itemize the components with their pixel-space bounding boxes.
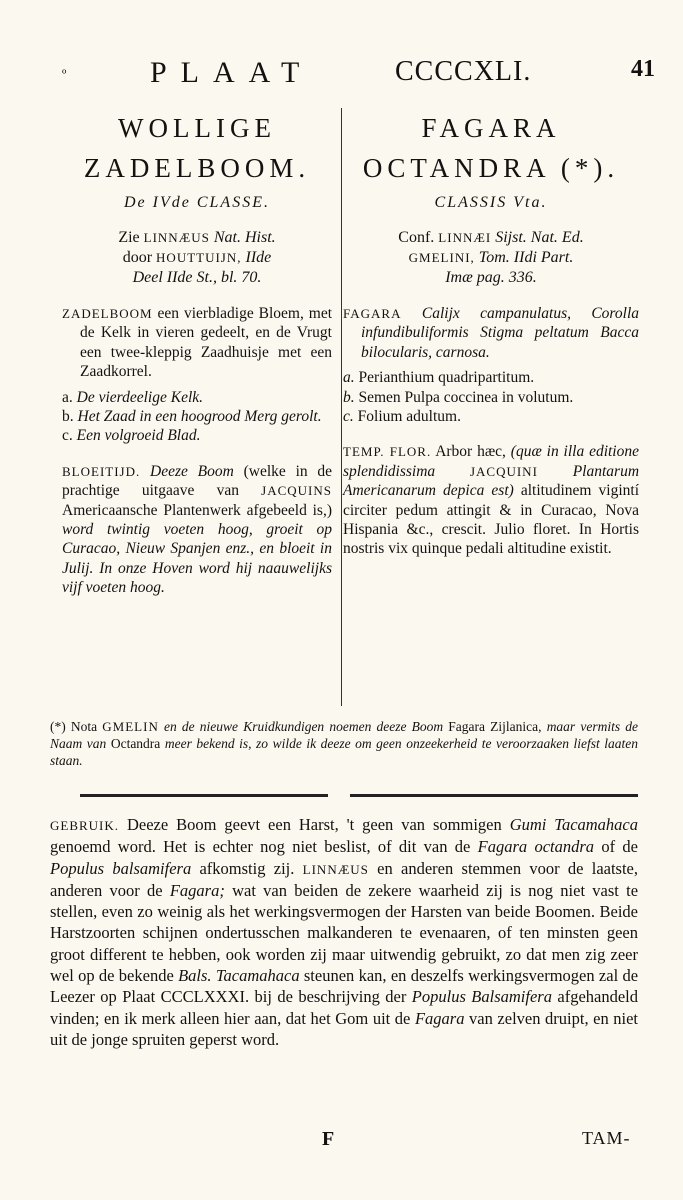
latin-class: CLASSIS Vta. bbox=[434, 194, 548, 211]
column-divider bbox=[341, 108, 342, 706]
running-head bbox=[40, 54, 655, 94]
latin-name-line-2: OCTANDRA (*). bbox=[362, 153, 620, 183]
page-number: 41 bbox=[631, 56, 655, 82]
part-c: c. Folium adultum. bbox=[343, 408, 461, 426]
part-c: c. Een volgroeid Blad. bbox=[62, 427, 201, 445]
dutch-bloom-time: BLOEITIJD. Deeze Boom (welke in de prachtige uitgaave van JACQUINS Americaansche Plantenwerk afgebeeld is,) word twintig voeten hoog, groeit op Curacao, Nieuw Spanjen enz., en bloeit in Julij. In onze Hoven word hij naauwelijks vijf voeten hoog. bbox=[62, 462, 333, 597]
latin-flowering-time: TEMP. FLOR. Arbor hæc, (quæ in illa editione splendidissima JACQUINI Plantarum Americanarum depica est) altitudinem vigintí circiter pedum attingit & in Curacao, Nova Hispania &c., crescit. Julio floret. In Hortis nostris vix quinque pedali altitudine existit. bbox=[343, 443, 640, 558]
plate-title: PLAAT bbox=[150, 56, 314, 89]
dutch-name-line-2: ZADELBOOM. bbox=[83, 153, 311, 183]
dutch-figure-parts bbox=[62, 388, 332, 446]
section-rule-right bbox=[350, 794, 638, 797]
latin-column bbox=[343, 108, 639, 559]
usage-paragraph: GEBRUIK. Deeze Boom geevt een Harst, 't geen van sommigen Gumi Tacamahaca genoemd word. Het is echter nog niet beslist, of dit van de Fagara octandra of de Populus balsamifera afkomstig zij. LINNÆUS en anderen stemmen voor de laatste, anderen voor de Fagara; wat van beiden de zekere waarheid zij is nog niet vast te stellen, even zo weinig als het werkingsvermogen der Harsten van beide Boomen. Beide Harstzoorten schijnen ondertusschen malkanderen te evenaaren, of ten minsten geen groot different te hebben, ook worden zij maar uitwendig gebruikt, zo dat men zig zeer wel op de bekende Bals. Tacamahaca steunen kan, en deszelfs werkingsvermogen zal de Leezer op Plaat CCCLXXXI. bij de beschrijving der Populus Balsamifera afgehandeld vinden; en ik merk alleen hier aan, dat het Gom uit de Fagara van zelven druipt, en niet uit de jonge spruiten geperst word. bbox=[50, 815, 639, 1049]
dutch-reference: Zie LINNÆUS Nat. Hist. door HOUTTUIJN, IIde Deel IIde St., bl. 70. bbox=[118, 229, 276, 286]
part-a: a. De vierdeelige Kelk. bbox=[62, 388, 204, 406]
catchword: TAM- bbox=[582, 1128, 631, 1148]
part-b: b. Semen Pulpa coccinea in volutum. bbox=[343, 388, 574, 406]
dutch-name-line-1: WOLLIGE bbox=[118, 113, 276, 143]
ornament: º bbox=[62, 68, 67, 83]
dutch-class: De IVde CLASSE. bbox=[124, 194, 270, 211]
dutch-description: ZADELBOOM een vierbladige Bloem, met de Kelk in vieren gedeelt, en de Vrugt een twee-kleppig Zaadhuisje met een Zaadkorrel. bbox=[62, 305, 333, 381]
latin-description: FAGARA Calijx campanulatus, Corolla infundibuliformis Stigma peltatum Bacca bilocularis, carnosa. bbox=[343, 305, 640, 361]
latin-figure-parts bbox=[343, 368, 639, 426]
dutch-column bbox=[62, 108, 332, 598]
latin-reference: Conf. LINNÆI Sijst. Nat. Ed. GMELINI, Tom. IIdi Part. Imæ pag. 336. bbox=[398, 229, 584, 286]
latin-name-line-1: FAGARA bbox=[421, 113, 561, 143]
signature-mark: F bbox=[322, 1128, 335, 1150]
plate-number: CCCCXLI. bbox=[395, 56, 532, 87]
section-rule-left bbox=[80, 794, 328, 797]
part-b: b. Het Zaad in een hoogrood Merg gerolt. bbox=[62, 408, 322, 426]
footnote: (*) Nota GMELIN en de nieuwe Kruidkundigen noemen deeze Boom Fagara Zijlanica, maar vermits de Naam van Octandra meer bekend is, zo wilde ik deeze om geen onzeekerheid te veroorzaaken liefst laaten staan. bbox=[50, 719, 639, 768]
part-a: a. Perianthium quadripartitum. bbox=[343, 369, 535, 387]
